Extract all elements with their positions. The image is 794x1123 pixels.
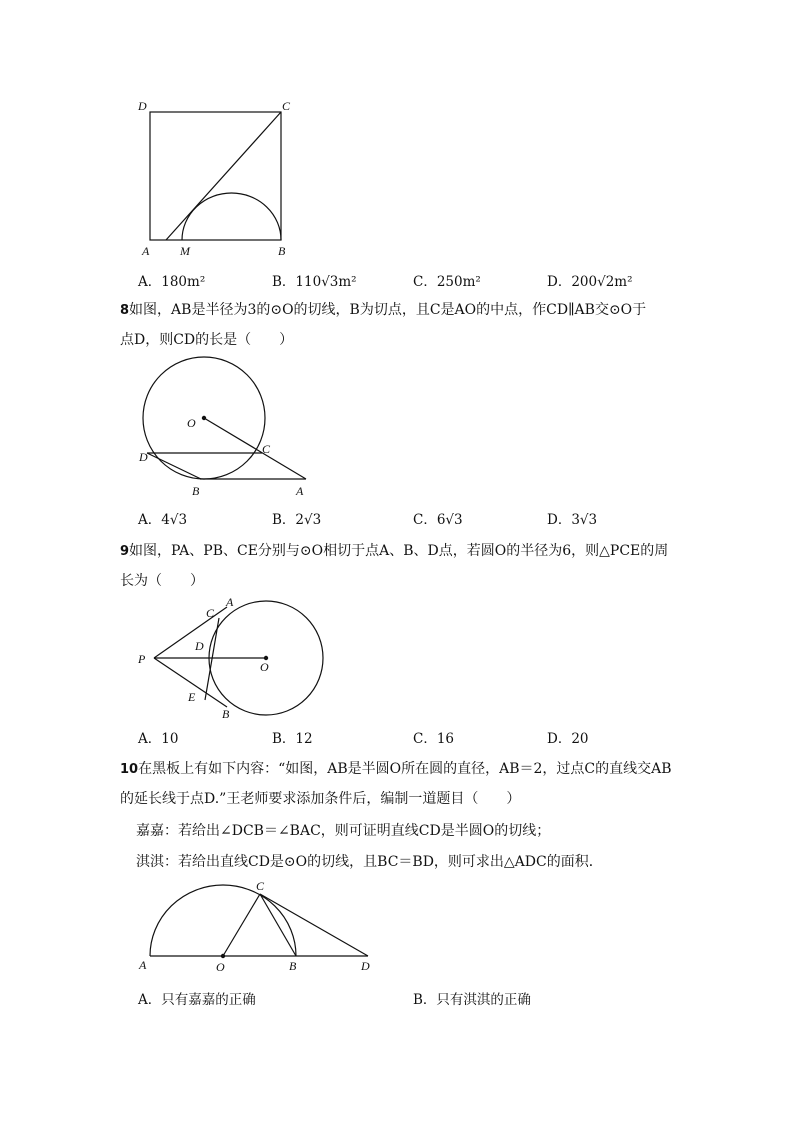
q10-number: 10	[120, 762, 139, 777]
q8-label-o: O	[187, 416, 196, 430]
q9-label-a: A	[226, 595, 234, 609]
q7-semicircle	[182, 193, 281, 240]
q10-option-a[interactable]: A．只有嘉嘉的正确	[138, 992, 256, 1008]
q10-option-b[interactable]: B．只有淇淇的正确	[413, 992, 531, 1008]
q8-question-line2: 点D，则CD的长是（ ）	[120, 332, 294, 348]
q9-option-c[interactable]: C．16	[413, 731, 455, 747]
q10-line-cd	[260, 894, 368, 956]
q10-label-c: C	[256, 879, 265, 893]
q9-figure	[130, 592, 340, 727]
q10-label-b: B	[289, 959, 297, 973]
q8-number: 8	[120, 303, 130, 318]
q8-label-a: A	[296, 484, 304, 498]
q8-label-d: D	[139, 450, 148, 464]
q7-label-d: D	[138, 99, 147, 113]
q9-label-e: E	[188, 690, 196, 704]
q10-question	[120, 758, 680, 781]
q10-figure	[130, 878, 390, 978]
q9-option-a[interactable]: A．10	[138, 731, 179, 747]
q7-line-ac	[166, 112, 281, 240]
q10-semicircle	[150, 885, 296, 956]
q7-label-b: B	[278, 244, 286, 258]
q7-label-m: M	[180, 244, 190, 258]
q8-figure	[130, 354, 330, 504]
q9-text-line1: 如图，PA、PB、CE分别与⊙O相切于点A、B、D点，若圆O的半径为6，则△PCE的周	[129, 543, 669, 559]
q10-statement-jiajia: 嘉嘉：若给出∠DCB＝∠BAC，则可证明直线CD是半圆O的切线；	[136, 823, 551, 839]
q9-option-b[interactable]: B．12	[272, 731, 313, 747]
q8-label-b: B	[192, 484, 200, 498]
q7-label-a: A	[142, 244, 150, 258]
q9-label-c: C	[206, 606, 215, 620]
q10-line-cb	[260, 894, 296, 956]
q10-line-oc	[223, 894, 260, 956]
q8-text-line1: 如图，AB是半径为3的⊙O的切线，B为切点，且C是AO的中点，作CD∥AB交⊙O于	[129, 302, 647, 318]
q9-label-b: B	[222, 707, 230, 721]
q9-label-o: O	[260, 660, 269, 674]
q8-question	[120, 299, 680, 322]
q9-number: 9	[120, 544, 130, 559]
q9-option-d[interactable]: D．20	[547, 731, 589, 747]
q10-label-o: O	[216, 960, 225, 974]
q7-option-a[interactable]: A．180m²	[138, 274, 206, 290]
q7-figure	[130, 92, 310, 267]
q10-label-d: D	[361, 959, 370, 973]
q8-line-oa	[204, 418, 306, 479]
q8-label-c: C	[262, 442, 271, 456]
q8-center-dot	[202, 416, 206, 420]
q8-option-c[interactable]: C．6√3	[413, 512, 463, 528]
q10-label-a: A	[139, 958, 147, 972]
q9-label-p: P	[138, 652, 146, 666]
q10-text-line1: 在黑板上有如下内容：“如图，AB是半圆O所在圆的直径，AB＝2，过点C的直线交AB	[138, 761, 672, 777]
q7-square	[150, 112, 281, 240]
q8-option-b[interactable]: B．2√3	[272, 512, 322, 528]
q8-line-db	[147, 453, 201, 479]
q10-question-line2: 的延长线于点D.”王老师要求添加条件后，编制一道题目（ ）	[120, 791, 521, 807]
q8-option-d[interactable]: D．3√3	[547, 512, 598, 528]
q7-label-c: C	[282, 99, 291, 113]
q8-option-a[interactable]: A．4√3	[138, 512, 188, 528]
q10-statement-qiqi: 淇淇：若给出直线CD是⊙O的切线，且BC＝BD，则可求出△ADC的面积．	[136, 854, 603, 870]
q9-question-line2: 长为（ ）	[120, 573, 204, 589]
q9-label-d: D	[195, 639, 204, 653]
q9-question	[120, 540, 680, 563]
q10-center-dot	[221, 954, 225, 958]
q7-option-d[interactable]: D．200√2m²	[547, 274, 633, 290]
q7-option-b[interactable]: B．110√3m²	[272, 274, 357, 290]
q7-option-c[interactable]: C．250m²	[413, 274, 481, 290]
